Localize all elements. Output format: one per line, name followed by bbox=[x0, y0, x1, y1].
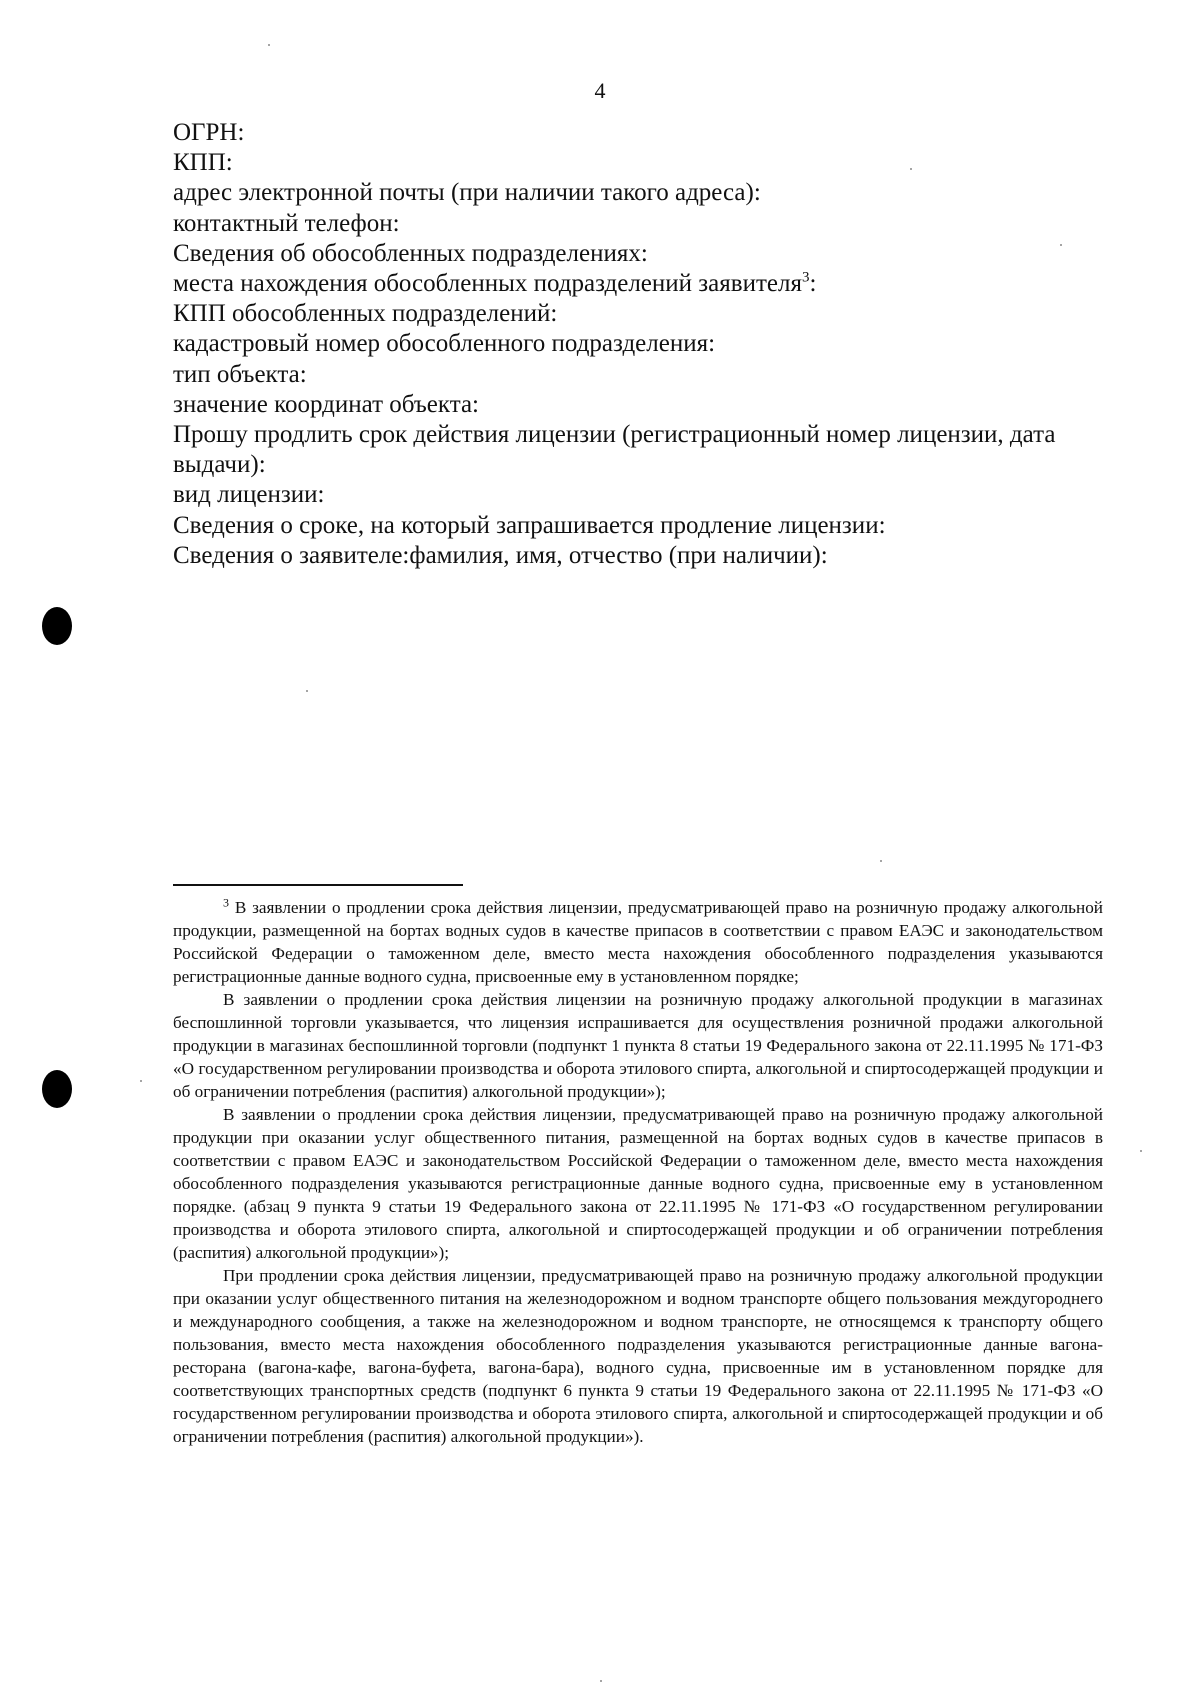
field-applicant-info: Сведения о заявителе:фамилия, имя, отчество (при наличии): bbox=[173, 541, 828, 569]
field-phone: контактный телефон: bbox=[173, 209, 400, 237]
footnote-paragraph: $^3$ В заявлении о продлении срока действия лицензии, предусматривающей право на розничную продажу алкогольной продукции, размещенной на бортах водных судов в качестве припасов в соответствии с правом ЕАЭС и законодательством Российской Федерации о таможенном деле, вместо места нахождения обособленного подразделения указываются регистрационные данные водного судна, присвоенные ему в установленном порядке; bbox=[173, 895, 1103, 986]
field-extend-request: Прошу продлить срок действия лицензии (регистрационный номер лицензии, дата выдачи): bbox=[173, 421, 1056, 479]
field-ogrn: ОГРН: bbox=[173, 119, 245, 146]
field-branch-locations bbox=[173, 269, 1103, 299]
field-extension-term: Сведения о сроке, на который запрашивается продление лицензии: bbox=[173, 511, 886, 539]
scan-speck bbox=[1140, 1150, 1142, 1152]
form-fields bbox=[173, 118, 1103, 571]
scan-speck bbox=[140, 1080, 142, 1082]
footnote-ref: 3 bbox=[801, 269, 810, 286]
scan-speck bbox=[1060, 244, 1062, 246]
field-cadastral-number: кадастровый номер обособленного подразделения: bbox=[173, 330, 716, 358]
field-email: адрес электронной почты (при наличии такого адреса): bbox=[173, 179, 761, 207]
page-number: 4 bbox=[594, 78, 606, 103]
branch-locations-colon: : bbox=[809, 270, 817, 298]
scan-speck bbox=[910, 168, 912, 170]
scan-speck bbox=[880, 860, 882, 862]
field-license-type: вид лицензии: bbox=[173, 481, 325, 509]
footnote-paragraph: В заявлении о продлении срока действия лицензии, предусматривающей право на розничную продажу алкогольной продукции при оказании услуг общественного питания, размещенной на бортах водных судов в качестве припасов в соответствии с правом ЕАЭС и законодательством Российской Федерации о таможенном деле, вместо места нахождения обособленного подразделения указываются регистрационные данные водного судна, присвоенные ему в установленном порядке. (абзац 9 пункта 9 статьи 19 Федерального закона от 22.11.1995 № 171-ФЗ «О государственном регулировании производства и оборота этилового спирта, алкогольной и спиртосодержащей продукции и об ограничении потребления (распития) алкогольной продукции»); bbox=[173, 1105, 1103, 1262]
scan-speck bbox=[600, 1680, 602, 1682]
field-branch-kpp: КПП обособленных подразделений: bbox=[173, 300, 558, 328]
footnotes bbox=[173, 896, 1103, 1448]
binder-hole bbox=[42, 1070, 72, 1108]
binder-hole bbox=[42, 607, 72, 645]
footnote-separator bbox=[173, 884, 463, 886]
scan-speck bbox=[268, 44, 270, 46]
branch-locations-label: места нахождения обособленных подразделений заявителя bbox=[173, 270, 802, 298]
field-kpp: КПП: bbox=[173, 149, 233, 177]
footnote-paragraph: В заявлении о продлении срока действия лицензии на розничную продажу алкогольной продукции в магазинах беспошлинной торговли указывается, что лицензия испрашивается для осуществления розничной продажи алкогольной продукции в магазинах беспошлинной торговли (подпункт 1 пункта 8 статьи 19 Федерального закона от 22.11.1995 № 171-ФЗ «О государственном регулировании производства и оборота этилового спирта, алкогольной и спиртосодержащей продукции и об ограничении потребления (распития) алкогольной продукции»); bbox=[173, 990, 1103, 1101]
footnote-paragraph: При продлении срока действия лицензии, предусматривающей право на розничную продажу алкогольной продукции при оказании услуг общественного питания на железнодорожном и водном транспорте общего пользования междугороднего и международного сообщения, а также на железнодорожном и водном транспорте, не относящемся к транспорту общего пользования, вместо места нахождения обособленного подразделения указываются регистрационные данные вагона-ресторана (вагона-кафе, вагона-буфета, вагона-бара), водного судна, присвоенные им в установленном порядке для соответствующих транспортных средств (подпункт 6 пункта 9 статьи 19 Федерального закона от 22.11.1995 № 171-ФЗ «О государственном регулировании производства и оборота этилового спирта, алкогольной и спиртосодержащей продукции и об ограничении потребления (распития) алкогольной продукции»). bbox=[173, 1266, 1103, 1446]
scan-speck bbox=[306, 690, 308, 692]
field-object-type: тип объекта: bbox=[173, 360, 307, 388]
branches-header: Сведения об обособленных подразделениях: bbox=[173, 239, 648, 267]
footnote-marker: 3 bbox=[223, 895, 229, 910]
field-coordinates: значение координат объекта: bbox=[173, 390, 479, 418]
